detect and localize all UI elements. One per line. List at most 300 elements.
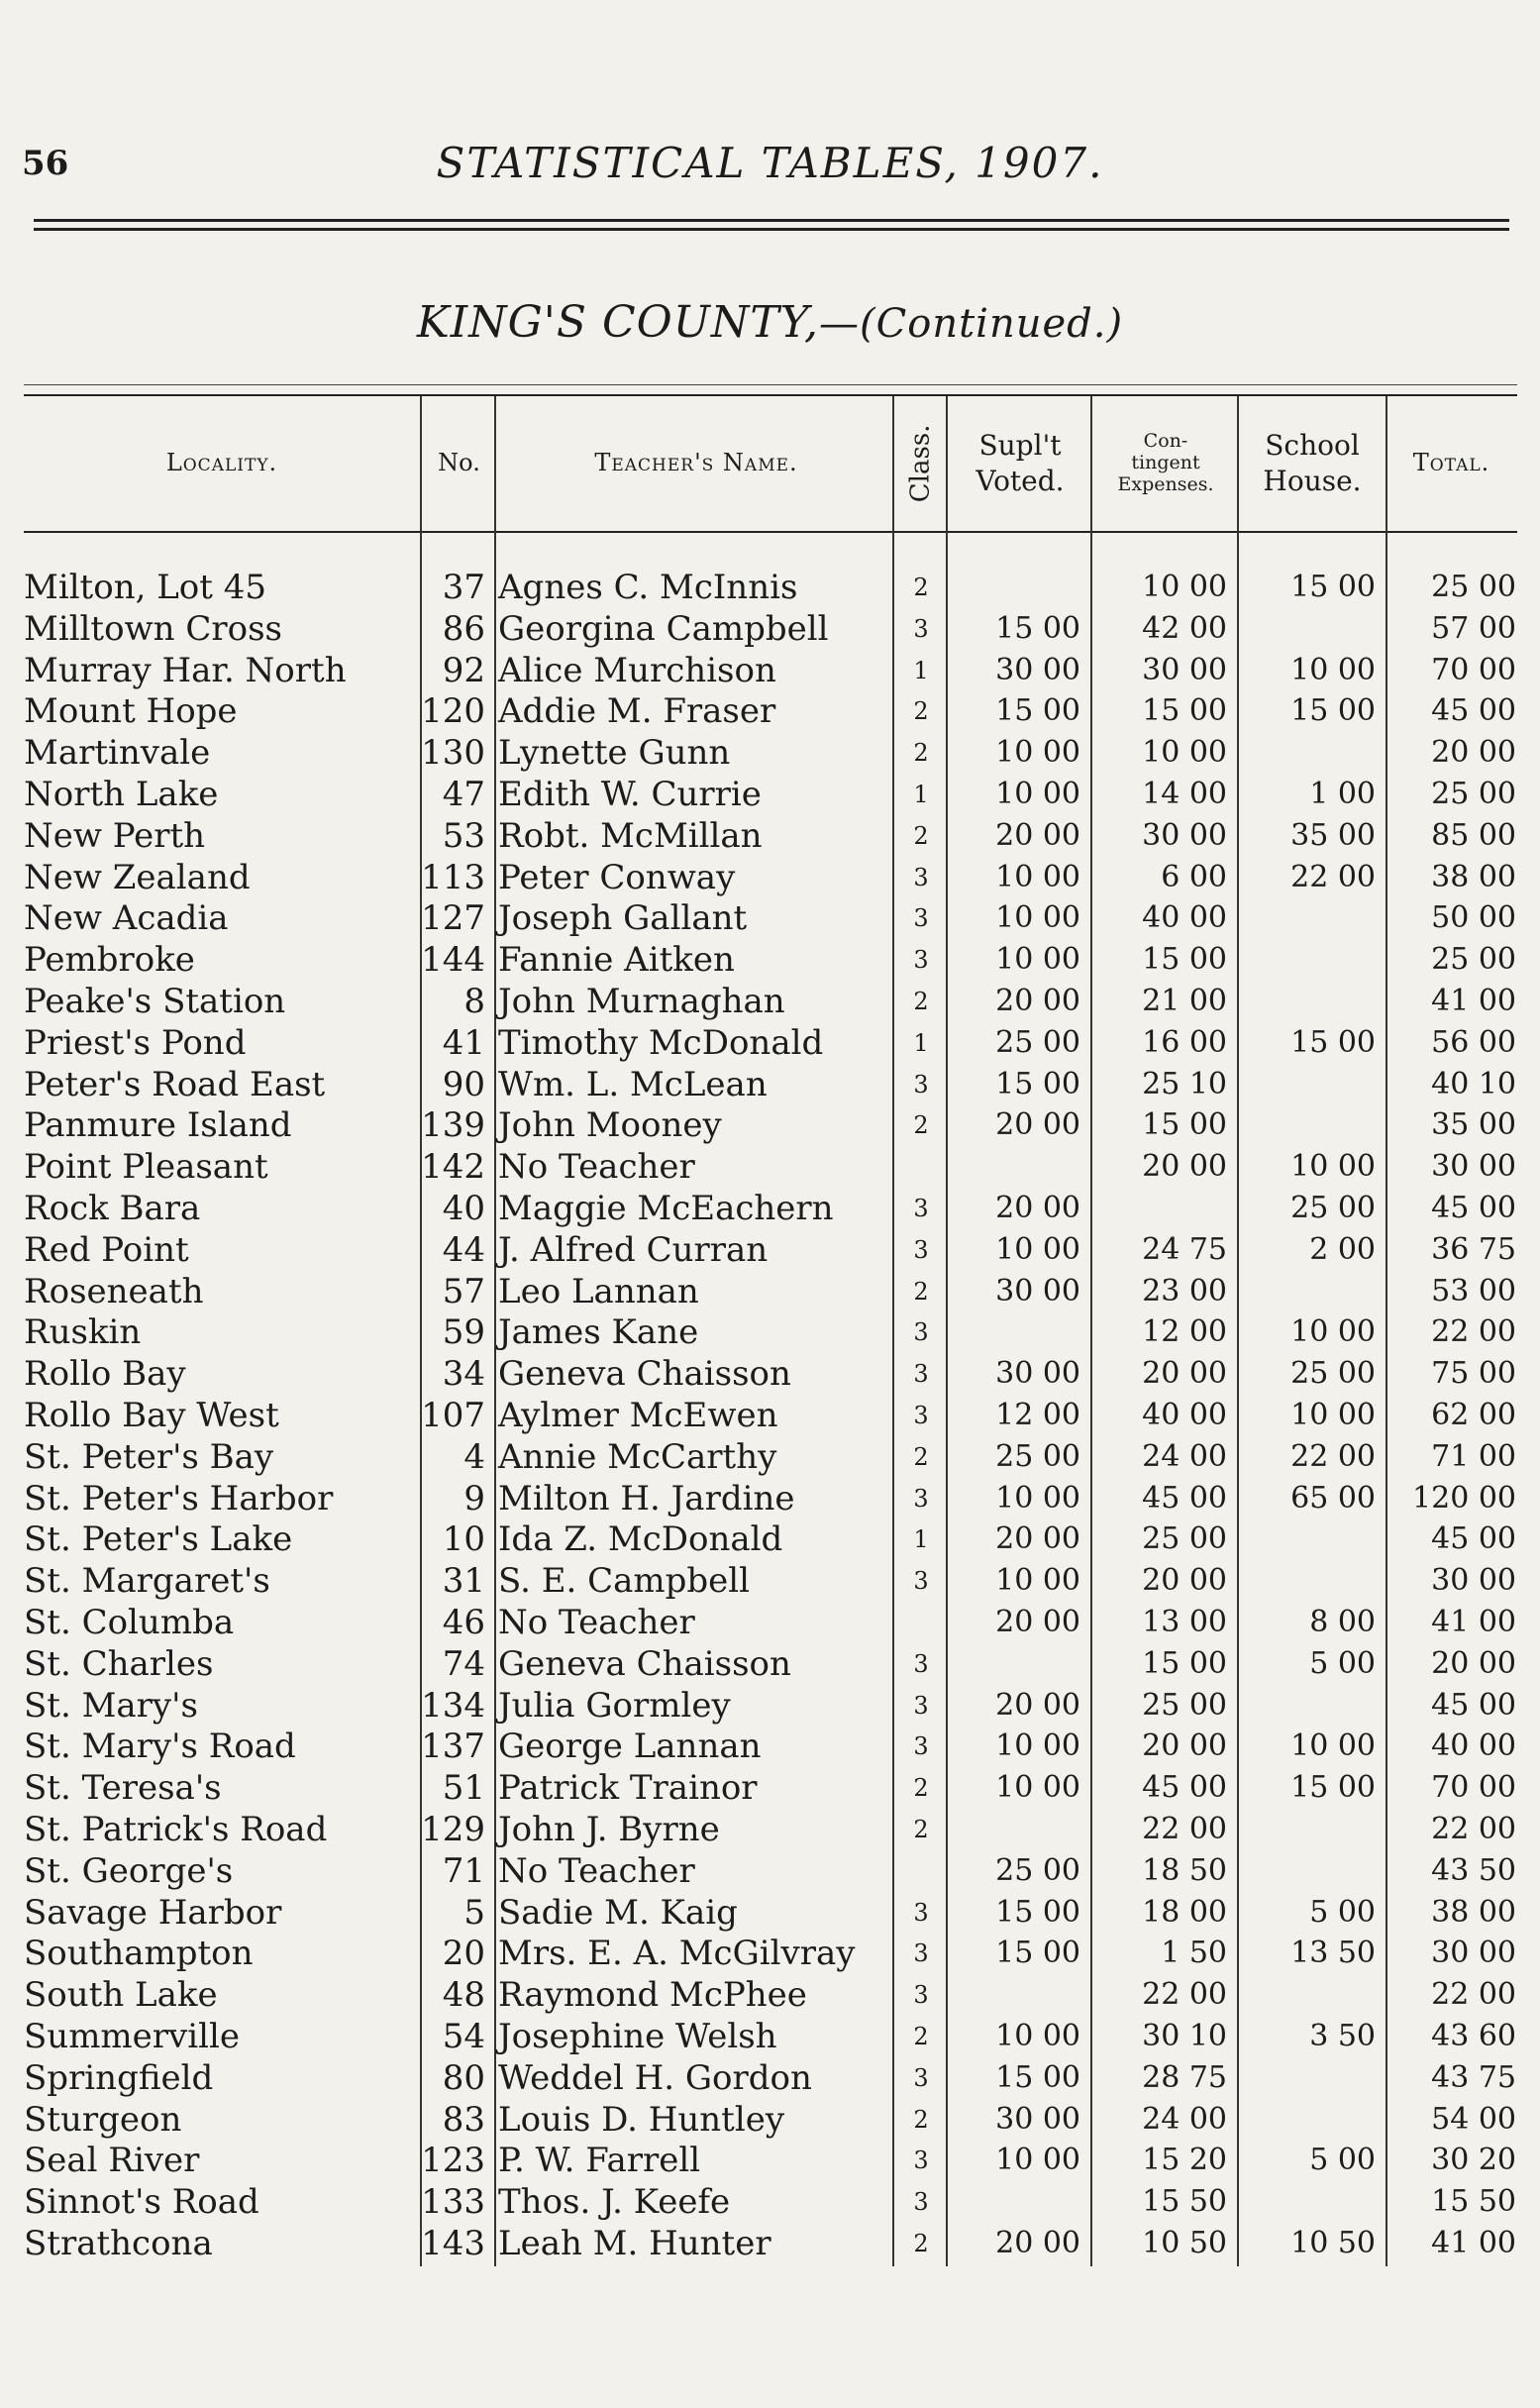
locality-cell: Summerville [24,2017,240,2056]
total-cell: 70 00 [1431,652,1516,687]
supl-voted-cell: 10 00 [995,735,1080,771]
supl-voted-cell: 10 00 [995,2019,1080,2053]
table-row [0,1767,1540,1809]
school-house-cell: 5 00 [1309,1645,1376,1681]
total-cell: 25 00 [1431,942,1516,978]
teacher-name-cell: Georgina Campbell [498,608,829,649]
school-house-cell: 5 00 [1309,2143,1376,2178]
class-cell: 3 [913,1235,929,1264]
school-house-cell: 10 00 [1290,1728,1376,1764]
table-row [0,815,1540,857]
total-cell: 22 00 [1431,1977,1516,2013]
teacher-name-cell: Patrick Trainor [498,1768,758,1809]
total-cell: 40 00 [1431,1728,1516,1764]
supl-voted-cell: 10 00 [995,1480,1080,1516]
running-title: STATISTICAL TABLES, 1907. [436,139,1104,187]
teacher-name-cell: John J. Byrne [498,1810,720,1849]
table-row [0,1478,1540,1519]
supl-voted-cell: 10 00 [995,1563,1080,1599]
contingent-expenses-cell: 24 00 [1142,1438,1227,1474]
school-house-cell: 10 50 [1290,2226,1376,2260]
contingent-expenses-cell: 30 00 [1142,817,1227,853]
school-number-cell: 37 [442,568,485,607]
class-cell: 2 [913,988,929,1015]
supl-voted-cell: 20 00 [995,1521,1080,1557]
class-cell: 1 [913,1525,929,1554]
locality-cell: Murray Har. North [24,650,347,690]
teacher-name-cell: Fannie Aitken [498,940,735,981]
school-house-cell: 8 00 [1309,1605,1376,1639]
teacher-name-cell: Edith W. Currie [498,775,762,814]
continued-label: —(Continued.) [819,301,1124,347]
contingent-expenses-cell: 15 20 [1142,2143,1227,2178]
school-number-cell: 74 [442,1643,485,1684]
school-number-cell: 144 [421,940,485,981]
header-contingent-expenses: Con- tingent Expenses. [1117,430,1214,495]
locality-cell: St. Teresa's [24,1768,222,1809]
contingent-expenses-cell: 13 00 [1142,1605,1227,1639]
school-number-cell: 139 [421,1105,485,1146]
contingent-expenses-cell: 20 00 [1142,1149,1227,1185]
school-house-cell: 10 00 [1290,652,1376,687]
locality-cell: Southampton [24,1934,254,1974]
header-locality: Locality. [165,449,278,477]
school-number-cell: 90 [442,1064,485,1104]
school-number-cell: 53 [442,815,485,856]
contingent-expenses-cell: 20 00 [1142,1728,1227,1764]
top-double-rule [34,219,1509,231]
county-name: KING'S COUNTY, [416,297,820,348]
school-house-cell: 2 00 [1309,1231,1376,1267]
locality-cell: Rollo Bay West [24,1396,279,1435]
header-class: Class. [905,424,936,503]
locality-cell: Martinvale [24,733,211,774]
class-cell: 2 [913,1111,929,1140]
table-row [0,1146,1540,1188]
school-house-cell: 65 00 [1290,1480,1376,1516]
school-house-cell: 15 00 [1290,1770,1376,1806]
teacher-name-cell: Peter Conway [498,857,736,897]
table-row [0,1560,1540,1602]
locality-cell: North Lake [24,775,219,814]
supl-voted-cell: 25 00 [995,1852,1080,1888]
table-row [0,1518,1540,1560]
school-number-cell: 4 [463,1436,485,1477]
school-house-cell: 10 00 [1290,1398,1376,1432]
supl-voted-cell: 10 00 [995,1231,1080,1267]
school-number-cell: 48 [442,1975,485,2016]
class-cell: 3 [913,863,929,891]
school-number-cell: 8 [463,982,485,1021]
locality-cell: Mount Hope [24,691,238,732]
supl-voted-cell: 12 00 [995,1398,1080,1432]
supl-voted-cell: 10 00 [995,2143,1080,2178]
locality-cell: Milltown Cross [24,608,283,649]
supl-voted-cell: 20 00 [995,1687,1080,1723]
total-cell: 45 00 [1431,1191,1516,1225]
class-cell: 3 [913,1732,929,1761]
locality-cell: St. Mary's [24,1685,198,1726]
table-row [0,1104,1540,1146]
contingent-expenses-cell: 22 00 [1142,1812,1227,1846]
teacher-name-cell: P. W. Farrell [498,2141,701,2181]
locality-cell: Ruskin [24,1312,142,1353]
contingent-expenses-cell: 24 75 [1142,1231,1227,1267]
teacher-name-cell: Aylmer McEwen [498,1396,778,1435]
locality-cell: Savage Harbor [24,1892,282,1933]
school-number-cell: 10 [442,1519,485,1560]
teacher-name-cell: Leo Lannan [498,1271,699,1311]
supl-voted-cell: 30 00 [995,1356,1080,1392]
supl-voted-cell: 30 00 [995,2101,1080,2137]
locality-cell: St. Peter's Harbor [24,1478,334,1518]
locality-cell: St. Peter's Lake [24,1519,293,1560]
teacher-name-cell: Geneva Chaisson [498,1354,791,1395]
teacher-name-cell: John Murnaghan [498,982,785,1021]
class-cell: 3 [913,1402,929,1429]
teacher-name-cell: Julia Gormley [498,1685,731,1726]
table-row [0,1271,1540,1312]
header-no: No. [438,449,480,477]
table-row [0,857,1540,898]
supl-voted-cell: 10 00 [995,859,1080,894]
total-cell: 20 00 [1431,1645,1516,1681]
table-top-rule [24,384,1517,385]
locality-cell: Milton, Lot 45 [24,568,266,607]
total-cell: 50 00 [1431,900,1516,936]
total-cell: 62 00 [1431,1398,1516,1432]
class-cell: 1 [913,1028,929,1057]
teacher-name-cell: Timothy McDonald [498,1022,824,1063]
table-header [24,396,1517,531]
supl-voted-cell: 25 00 [995,1438,1080,1474]
table-row [0,2016,1540,2057]
contingent-expenses-cell: 10 50 [1142,2226,1227,2260]
school-house-cell: 3 50 [1309,2019,1376,2053]
teacher-name-cell: Annie McCarthy [498,1436,777,1477]
locality-cell: St. Margaret's [24,1561,270,1602]
class-cell: 3 [913,1318,929,1347]
school-house-cell: 5 00 [1309,1894,1376,1930]
contingent-expenses-cell: 42 00 [1142,610,1227,646]
teacher-name-cell: George Lannan [498,1727,762,1767]
school-house-cell: 15 00 [1290,1024,1376,1060]
locality-cell: St. Charles [24,1643,214,1684]
contingent-expenses-cell: 21 00 [1142,984,1227,1018]
class-cell: 3 [913,1981,929,2010]
total-cell: 41 00 [1431,1605,1516,1639]
locality-cell: Roseneath [24,1271,204,1311]
school-number-cell: 83 [442,2099,485,2140]
table-row [0,1809,1540,1850]
school-number-cell: 142 [421,1147,485,1188]
locality-cell: St. Peter's Bay [24,1436,274,1477]
total-cell: 53 00 [1431,1273,1516,1309]
total-cell: 43 50 [1431,1852,1516,1888]
school-number-cell: 31 [442,1561,485,1602]
supl-voted-cell: 20 00 [995,1107,1080,1143]
total-cell: 25 00 [1431,570,1516,604]
class-cell: 3 [913,2146,929,2175]
teacher-name-cell: Raymond McPhee [498,1975,807,2016]
school-house-cell: 22 00 [1290,859,1376,894]
total-cell: 25 00 [1431,777,1516,811]
total-cell: 56 00 [1431,1024,1516,1060]
contingent-expenses-cell: 18 00 [1142,1894,1227,1930]
table-row [0,1892,1540,1934]
class-cell: 3 [913,2188,929,2217]
table-row [0,1022,1540,1064]
contingent-expenses-cell: 10 00 [1142,735,1227,771]
school-house-cell: 10 00 [1290,1149,1376,1185]
table-row [0,2181,1540,2223]
class-cell: 2 [913,2105,929,2134]
supl-voted-cell: 20 00 [995,817,1080,853]
school-house-cell: 35 00 [1290,817,1376,853]
total-cell: 15 50 [1431,2184,1516,2220]
table-row [0,690,1540,732]
teacher-name-cell: Sadie M. Kaig [498,1892,738,1933]
school-house-cell: 25 00 [1290,1356,1376,1392]
school-number-cell: 59 [442,1312,485,1353]
school-number-cell: 133 [421,2182,485,2223]
school-number-cell: 143 [421,2224,485,2263]
table-row [0,939,1540,981]
total-cell: 41 00 [1431,984,1516,1018]
contingent-expenses-cell: 22 00 [1142,1977,1227,2013]
table-row [0,1685,1540,1727]
header-school-house: School House. [1263,428,1362,497]
table-row [0,2223,1540,2264]
total-cell: 85 00 [1431,817,1516,853]
total-cell: 57 00 [1431,610,1516,646]
class-cell: 2 [913,574,929,601]
table-row [0,608,1540,650]
class-cell: 3 [913,1484,929,1513]
supl-voted-cell: 15 00 [995,1894,1080,1930]
teacher-name-cell: James Kane [498,1312,699,1353]
teacher-name-cell: No Teacher [498,1603,695,1642]
contingent-expenses-cell: 40 00 [1142,900,1227,936]
table-row [0,1229,1540,1271]
total-cell: 43 75 [1431,2059,1516,2095]
locality-cell: Springfield [24,2057,214,2098]
school-number-cell: 20 [442,1934,485,1974]
total-cell: 30 00 [1431,1936,1516,1971]
contingent-expenses-cell: 1 50 [1161,1936,1227,1971]
supl-voted-cell: 10 00 [995,777,1080,811]
teacher-name-cell: S. E. Campbell [498,1561,751,1602]
supl-voted-cell: 30 00 [995,652,1080,687]
supl-voted-cell: 15 00 [995,693,1080,729]
teacher-name-cell: Weddel H. Gordon [498,2057,812,2098]
class-cell: 2 [913,821,929,850]
table-row [0,650,1540,691]
class-cell: 3 [913,1649,929,1678]
locality-cell: St. Columba [24,1603,235,1642]
supl-voted-cell: 15 00 [995,1066,1080,1101]
contingent-expenses-cell: 12 00 [1142,1314,1227,1350]
teacher-name-cell: Thos. J. Keefe [498,2182,731,2223]
class-cell: 2 [913,739,929,768]
school-house-cell: 22 00 [1290,1438,1376,1474]
teacher-name-cell: J. Alfred Curran [498,1229,769,1270]
table-row [0,774,1540,815]
class-cell: 3 [913,1567,929,1596]
teacher-name-cell: Wm. L. McLean [498,1064,768,1104]
teacher-name-cell: No Teacher [498,1850,695,1891]
total-cell: 43 60 [1431,2019,1516,2053]
class-cell: 1 [913,656,929,684]
total-cell: 22 00 [1431,1812,1516,1846]
teacher-name-cell: Mrs. E. A. McGilvray [498,1934,856,1974]
locality-cell: St. George's [24,1850,234,1891]
total-cell: 30 00 [1431,1563,1516,1599]
class-cell: 3 [913,946,929,975]
table-row [0,1395,1540,1436]
teacher-name-cell: Louis D. Huntley [498,2099,785,2140]
contingent-expenses-cell: 25 00 [1142,1521,1227,1557]
contingent-expenses-cell: 30 10 [1142,2019,1227,2053]
locality-cell: Rock Bara [24,1189,201,1228]
table-row [0,1974,1540,2016]
school-house-cell: 25 00 [1290,1191,1376,1225]
school-number-cell: 120 [421,691,485,732]
locality-cell: Point Pleasant [24,1147,268,1188]
locality-cell: Peake's Station [24,982,286,1021]
total-cell: 38 00 [1431,859,1516,894]
school-number-cell: 127 [421,898,485,939]
teacher-name-cell: Lynette Gunn [498,733,731,774]
contingent-expenses-cell: 45 00 [1142,1480,1227,1516]
table-row [0,981,1540,1022]
class-cell: 3 [913,614,929,643]
locality-cell: Seal River [24,2141,200,2181]
table-row [0,1726,1540,1767]
school-number-cell: 5 [463,1892,485,1933]
table-row [0,1436,1540,1478]
total-cell: 41 00 [1431,2226,1516,2260]
total-cell: 71 00 [1431,1438,1516,1474]
school-number-cell: 123 [421,2141,485,2181]
contingent-expenses-cell: 6 00 [1161,859,1227,894]
school-number-cell: 47 [442,775,485,814]
teacher-name-cell: Alice Murchison [498,650,776,690]
page-number: 56 [22,144,69,183]
school-number-cell: 137 [421,1727,485,1767]
header-bottom-rule [24,531,1517,533]
school-number-cell: 71 [442,1850,485,1891]
locality-cell: New Zealand [24,857,251,897]
locality-cell: New Acadia [24,898,229,939]
contingent-expenses-cell: 15 50 [1142,2184,1227,2220]
total-cell: 35 00 [1431,1107,1516,1143]
table-row [0,2099,1540,2141]
class-cell: 2 [913,697,929,726]
supl-voted-cell: 15 00 [995,610,1080,646]
contingent-expenses-cell: 15 00 [1142,942,1227,978]
contingent-expenses-cell: 40 00 [1142,1398,1227,1432]
teacher-name-cell: Geneva Chaisson [498,1643,791,1684]
supl-voted-cell: 20 00 [995,1191,1080,1225]
table-row [0,1602,1540,1643]
total-cell: 54 00 [1431,2101,1516,2137]
teacher-name-cell: Josephine Welsh [498,2017,777,2056]
school-number-cell: 130 [421,733,485,774]
school-number-cell: 51 [442,1768,485,1809]
supl-voted-cell: 30 00 [995,1273,1080,1309]
school-house-cell: 15 00 [1290,570,1376,604]
contingent-expenses-cell: 10 00 [1142,570,1227,604]
class-cell: 3 [913,1898,929,1927]
school-number-cell: 57 [442,1271,485,1311]
total-cell: 45 00 [1431,1521,1516,1557]
school-number-cell: 46 [442,1603,485,1642]
school-number-cell: 113 [421,857,485,897]
total-cell: 38 00 [1431,1894,1516,1930]
supl-voted-cell: 10 00 [995,1728,1080,1764]
school-house-cell: 1 00 [1309,777,1376,811]
school-number-cell: 44 [442,1229,485,1270]
class-cell: 2 [913,1816,929,1843]
locality-cell: St. Patrick's Road [24,1810,328,1849]
table-row [0,1643,1540,1685]
school-number-cell: 41 [442,1022,485,1063]
table-row [0,1933,1540,1974]
class-cell: 2 [913,1277,929,1306]
supl-voted-cell: 20 00 [995,984,1080,1018]
locality-cell: Sinnot's Road [24,2182,259,2223]
school-number-cell: 92 [442,650,485,690]
total-cell: 36 75 [1431,1231,1516,1267]
locality-cell: Panmure Island [24,1105,292,1146]
locality-cell: New Perth [24,815,206,856]
table-row [0,1353,1540,1395]
locality-cell: St. Mary's Road [24,1727,296,1767]
teacher-name-cell: No Teacher [498,1147,695,1188]
locality-cell: Strathcona [24,2224,213,2263]
locality-cell: Rollo Bay [24,1354,186,1395]
supl-voted-cell: 10 00 [995,1770,1080,1806]
total-cell: 30 20 [1431,2143,1516,2178]
class-cell: 2 [913,1774,929,1803]
contingent-expenses-cell: 45 00 [1142,1770,1227,1806]
header-total: Total. [1412,449,1490,477]
school-number-cell: 129 [421,1810,485,1849]
class-cell: 3 [913,1939,929,1968]
total-cell: 30 00 [1431,1149,1516,1185]
class-cell: 3 [913,1691,929,1720]
class-cell: 3 [913,1195,929,1222]
supl-voted-cell: 20 00 [995,1605,1080,1639]
contingent-expenses-cell: 16 00 [1142,1024,1227,1060]
class-cell: 3 [913,2063,929,2092]
contingent-expenses-cell: 20 00 [1142,1356,1227,1392]
table-row [0,1311,1540,1353]
contingent-expenses-cell: 25 00 [1142,1687,1227,1723]
school-house-cell: 10 00 [1290,1314,1376,1350]
table-row [0,1850,1540,1892]
table-row [0,897,1540,939]
teacher-name-cell: Ida Z. McDonald [498,1519,783,1560]
school-number-cell: 40 [442,1189,485,1228]
table-row [0,567,1540,608]
contingent-expenses-cell: 14 00 [1142,777,1227,811]
contingent-expenses-cell: 20 00 [1142,1563,1227,1599]
supl-voted-cell: 25 00 [995,1024,1080,1060]
teacher-name-cell: John Mooney [498,1105,722,1146]
class-cell: 3 [913,1360,929,1389]
